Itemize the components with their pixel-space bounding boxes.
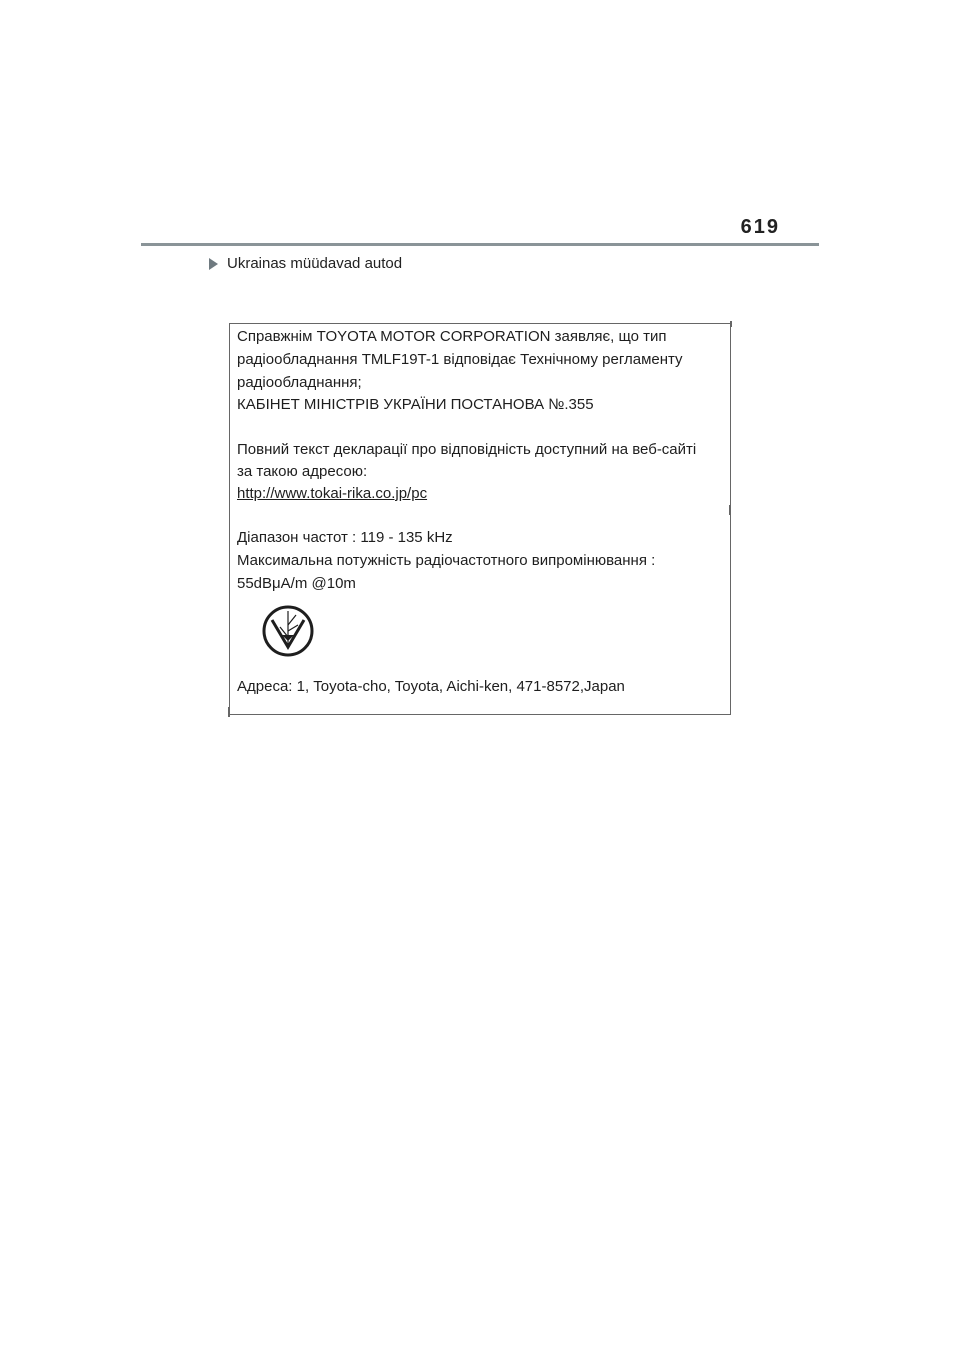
header-rule xyxy=(141,243,819,246)
declaration-address: Адреса: 1, Toyota-cho, Toyota, Aichi-ken, 471-8572,Japan xyxy=(237,678,625,695)
triangle-right-icon xyxy=(209,258,218,270)
box-side-mark xyxy=(228,707,230,717)
declaration-line-3: радіообладнання; xyxy=(237,374,362,391)
section-heading-text: Ukrainas müüdavad autod xyxy=(227,255,403,272)
declaration-line-9: Максимальна потужність радіочастотного випромінювання : xyxy=(237,552,656,569)
declaration-line-1: Справжнім TOYOTA MOTOR CORPORATION заявляє, що тип xyxy=(237,328,667,345)
declaration-line-10: 55dBμA/m @10m xyxy=(237,575,356,592)
box-corner-mark xyxy=(730,321,732,327)
box-side-mark xyxy=(729,505,731,515)
declaration-line-5: Повний текст декларації про відповідність доступний на веб-сайті xyxy=(237,441,697,458)
ukrainian-conformity-mark-icon xyxy=(260,603,316,659)
page-number: 619 xyxy=(740,216,780,238)
declaration-line-4: КАБІНЕТ МІНІСТРІВ УКРАЇНИ ПОСТАНОВА №.355 xyxy=(237,396,594,413)
declaration-url-link[interactable]: http://www.tokai-rika.co.jp/pc xyxy=(237,485,428,502)
declaration-line-6: за такою адресою: xyxy=(237,463,368,480)
declaration-line-8: Діапазон частот : 119 - 135 kHz xyxy=(237,529,453,546)
declaration-line-2: радіообладнання TMLF19T-1 відповідає Технічному регламенту xyxy=(237,351,683,368)
section-heading xyxy=(209,255,402,272)
